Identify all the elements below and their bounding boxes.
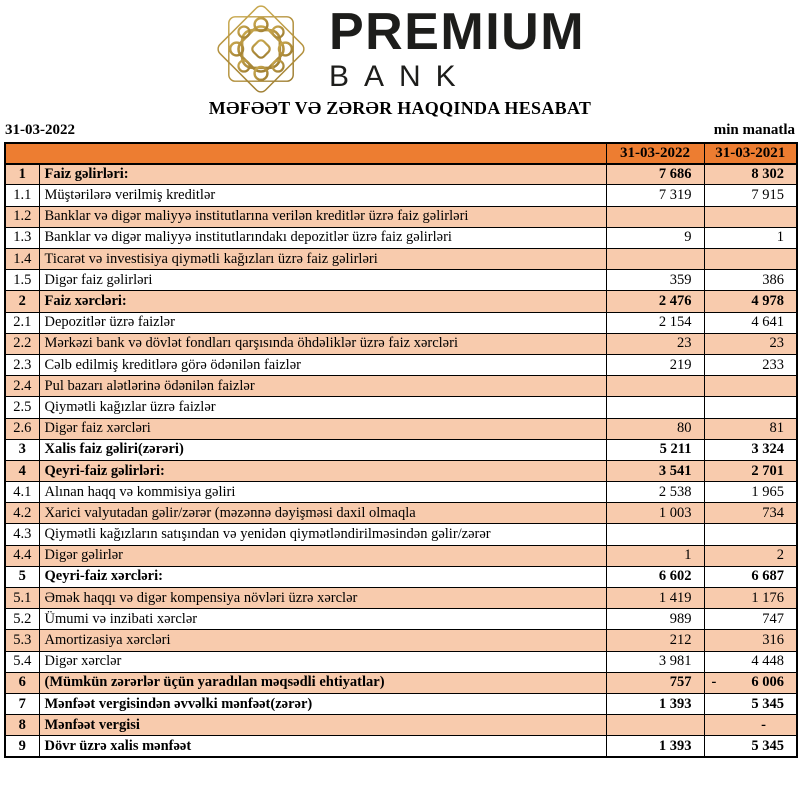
row-number: 3 <box>5 439 39 460</box>
row-label: Qiymətli kağızların satışından və yenidən qiymətləndirilməsindən gəlir/zərər <box>39 524 606 545</box>
value-2021: 5 345 <box>704 736 797 757</box>
value-2022 <box>606 249 704 270</box>
value-2021: 81 <box>704 418 797 439</box>
table-row <box>5 270 797 291</box>
value-2022: 989 <box>606 609 704 630</box>
value-2022: 6 602 <box>606 566 704 587</box>
value-2022: 2 538 <box>606 482 704 503</box>
table-row <box>5 227 797 248</box>
value-2022: 219 <box>606 354 704 375</box>
row-number: 1.4 <box>5 249 39 270</box>
brand-wordmark <box>328 2 586 93</box>
row-number: 1.2 <box>5 206 39 227</box>
value-2021: 2 701 <box>704 460 797 481</box>
value-2022: 2 476 <box>606 291 704 312</box>
value-2022: 359 <box>606 270 704 291</box>
row-number: 5.2 <box>5 609 39 630</box>
table-row <box>5 609 797 630</box>
row-label: Qiymətli kağızlar üzrə faizlər <box>39 397 606 418</box>
value-2021: 4 448 <box>704 651 797 672</box>
value-2022: 7 319 <box>606 185 704 206</box>
row-label: Depozitlər üzrə faizlər <box>39 312 606 333</box>
value-2022: 9 <box>606 227 704 248</box>
row-number: 5.3 <box>5 630 39 651</box>
value-2022: 3 541 <box>606 460 704 481</box>
row-number: 6 <box>5 672 39 693</box>
table-row <box>5 566 797 587</box>
value-2021 <box>704 524 797 545</box>
value-2022 <box>606 397 704 418</box>
row-number: 5 <box>5 566 39 587</box>
row-number: 2.4 <box>5 376 39 397</box>
row-label: Ticarət və investisiya qiymətli kağızları üzrə faiz gəlirləri <box>39 249 606 270</box>
value-2021: 233 <box>704 354 797 375</box>
value-2021: 4 641 <box>704 312 797 333</box>
value-2022: 7 686 <box>606 164 704 185</box>
value-2021 <box>704 397 797 418</box>
row-label: Digər xərclər <box>39 651 606 672</box>
row-number: 1 <box>5 164 39 185</box>
header-col-2021: 31-03-2021 <box>704 143 797 164</box>
row-label: Banklar və digər maliyyə institutlarına verilən kreditlər üzrə faiz gəlirləri <box>39 206 606 227</box>
value-2022: 212 <box>606 630 704 651</box>
row-number: 2.3 <box>5 354 39 375</box>
table-row <box>5 672 797 693</box>
row-number: 2.1 <box>5 312 39 333</box>
row-number: 4.2 <box>5 503 39 524</box>
value-2022: 5 211 <box>606 439 704 460</box>
value-2022: 2 154 <box>606 312 704 333</box>
table-row <box>5 397 797 418</box>
table-row <box>5 439 797 460</box>
table-row <box>5 164 797 185</box>
table-row <box>5 312 797 333</box>
table-row <box>5 206 797 227</box>
value-2022: 1 <box>606 545 704 566</box>
value-2021: 7 915 <box>704 185 797 206</box>
row-number: 5.4 <box>5 651 39 672</box>
value-2021: 3 324 <box>704 439 797 460</box>
table-header-row <box>5 143 797 164</box>
value-2022: 1 419 <box>606 588 704 609</box>
row-label: Digər gəlirlər <box>39 545 606 566</box>
header-col-2022: 31-03-2022 <box>606 143 704 164</box>
value-2021: - <box>704 715 797 736</box>
table-row <box>5 249 797 270</box>
value-2021: 747 <box>704 609 797 630</box>
row-number: 1.1 <box>5 185 39 206</box>
row-label: Mərkəzi bank və dövlət fondları qarşısında öhdəliklər üzrə faiz xərcləri <box>39 333 606 354</box>
value-2022 <box>606 524 704 545</box>
table-row <box>5 460 797 481</box>
header-empty-cell <box>5 143 606 164</box>
row-label: Digər faiz xərcləri <box>39 418 606 439</box>
row-number: 4.1 <box>5 482 39 503</box>
knot-emblem-icon <box>215 3 307 95</box>
row-label: Faiz gəlirləri: <box>39 164 606 185</box>
row-number: 8 <box>5 715 39 736</box>
negative-sign: - <box>711 674 717 691</box>
table-row <box>5 354 797 375</box>
value-2021: 386 <box>704 270 797 291</box>
table-row <box>5 545 797 566</box>
value-2021: 1 <box>704 227 797 248</box>
value-2021 <box>704 249 797 270</box>
row-number: 2 <box>5 291 39 312</box>
value-2021: 4 978 <box>704 291 797 312</box>
row-number: 9 <box>5 736 39 757</box>
value-2022 <box>606 376 704 397</box>
table-row <box>5 333 797 354</box>
row-label: Əmək haqqı və digər kompensiya növləri üzrə xərclər <box>39 588 606 609</box>
brand-subname: BANK <box>328 59 471 93</box>
table-row <box>5 291 797 312</box>
row-label: (Mümkün zərərlər üçün yaradılan məqsədli ehtiyatlar) <box>39 672 606 693</box>
row-number: 2.5 <box>5 397 39 418</box>
value-2022: 757 <box>606 672 704 693</box>
row-label: Mənfəət vergisi <box>39 715 606 736</box>
row-number: 4.4 <box>5 545 39 566</box>
row-label: Müştərilərə verilmiş kreditlər <box>39 185 606 206</box>
table-row <box>5 185 797 206</box>
row-number: 2.6 <box>5 418 39 439</box>
row-label: Xarici valyutadan gəlir/zərər (məzənnə dəyişməsi daxil olmaqla <box>39 503 606 524</box>
value-2022 <box>606 715 704 736</box>
value-2021 <box>704 376 797 397</box>
table-row <box>5 376 797 397</box>
row-label: Ümumi və inzibati xərclər <box>39 609 606 630</box>
table-row <box>5 651 797 672</box>
row-number: 5.1 <box>5 588 39 609</box>
unit-label: min manatla <box>713 121 795 138</box>
value-2022 <box>606 206 704 227</box>
value-2021: 8 302 <box>704 164 797 185</box>
row-number: 2.2 <box>5 333 39 354</box>
row-label: Cəlb edilmiş kreditlərə görə ödənilən faizlər <box>39 354 606 375</box>
row-label: Qeyri-faiz xərcləri: <box>39 566 606 587</box>
row-label: Alınan haqq və kommisiya gəliri <box>39 482 606 503</box>
table-row <box>5 418 797 439</box>
table-row <box>5 715 797 736</box>
table-row <box>5 503 797 524</box>
value-2021: 23 <box>704 333 797 354</box>
table-row <box>5 736 797 757</box>
row-number: 1.3 <box>5 227 39 248</box>
row-number: 1.5 <box>5 270 39 291</box>
row-label: Qeyri-faiz gəlirləri: <box>39 460 606 481</box>
row-label: Faiz xərcləri: <box>39 291 606 312</box>
value-2021 <box>704 206 797 227</box>
brand-name: PREMIUM <box>328 2 586 61</box>
row-label: Dövr üzrə xalis mənfəət <box>39 736 606 757</box>
value-2022: 1 393 <box>606 693 704 714</box>
row-label: Digər faiz gəlirləri <box>39 270 606 291</box>
value-2022: 3 981 <box>606 651 704 672</box>
table-row <box>5 693 797 714</box>
value-2021: - 6 006 <box>704 672 797 693</box>
row-label: Pul bazarı alətlərinə ödənilən faizlər <box>39 376 606 397</box>
report-title: MƏFƏƏT VƏ ZƏRƏR HAQQINDA HESABAT <box>208 98 592 118</box>
value-2021: 6 687 <box>704 566 797 587</box>
value-2021: 2 <box>704 545 797 566</box>
value-2021: 5 345 <box>704 693 797 714</box>
table-row <box>5 588 797 609</box>
table-row <box>5 524 797 545</box>
row-label: Banklar və digər maliyyə institutlarındakı depozitlər üzrə faiz gəlirləri <box>39 227 606 248</box>
table-row <box>5 482 797 503</box>
row-number: 4 <box>5 460 39 481</box>
value-2021: 734 <box>704 503 797 524</box>
row-number: 4.3 <box>5 524 39 545</box>
row-number: 7 <box>5 693 39 714</box>
value-2021: 1 965 <box>704 482 797 503</box>
brand-header <box>0 0 800 94</box>
value-2021: 316 <box>704 630 797 651</box>
row-label: Mənfəət vergisindən əvvəlki mənfəət(zərər) <box>39 693 606 714</box>
row-label: Xalis faiz gəliri(zərəri) <box>39 439 606 460</box>
value-2021: 1 176 <box>704 588 797 609</box>
value-2022: 80 <box>606 418 704 439</box>
report-meta <box>0 120 800 142</box>
report-date: 31-03-2022 <box>5 121 75 138</box>
value-2022: 1 393 <box>606 736 704 757</box>
profit-loss-table <box>4 142 798 758</box>
value-2022: 23 <box>606 333 704 354</box>
table-row <box>5 630 797 651</box>
value-2022: 1 003 <box>606 503 704 524</box>
row-label: Amortizasiya xərcləri <box>39 630 606 651</box>
